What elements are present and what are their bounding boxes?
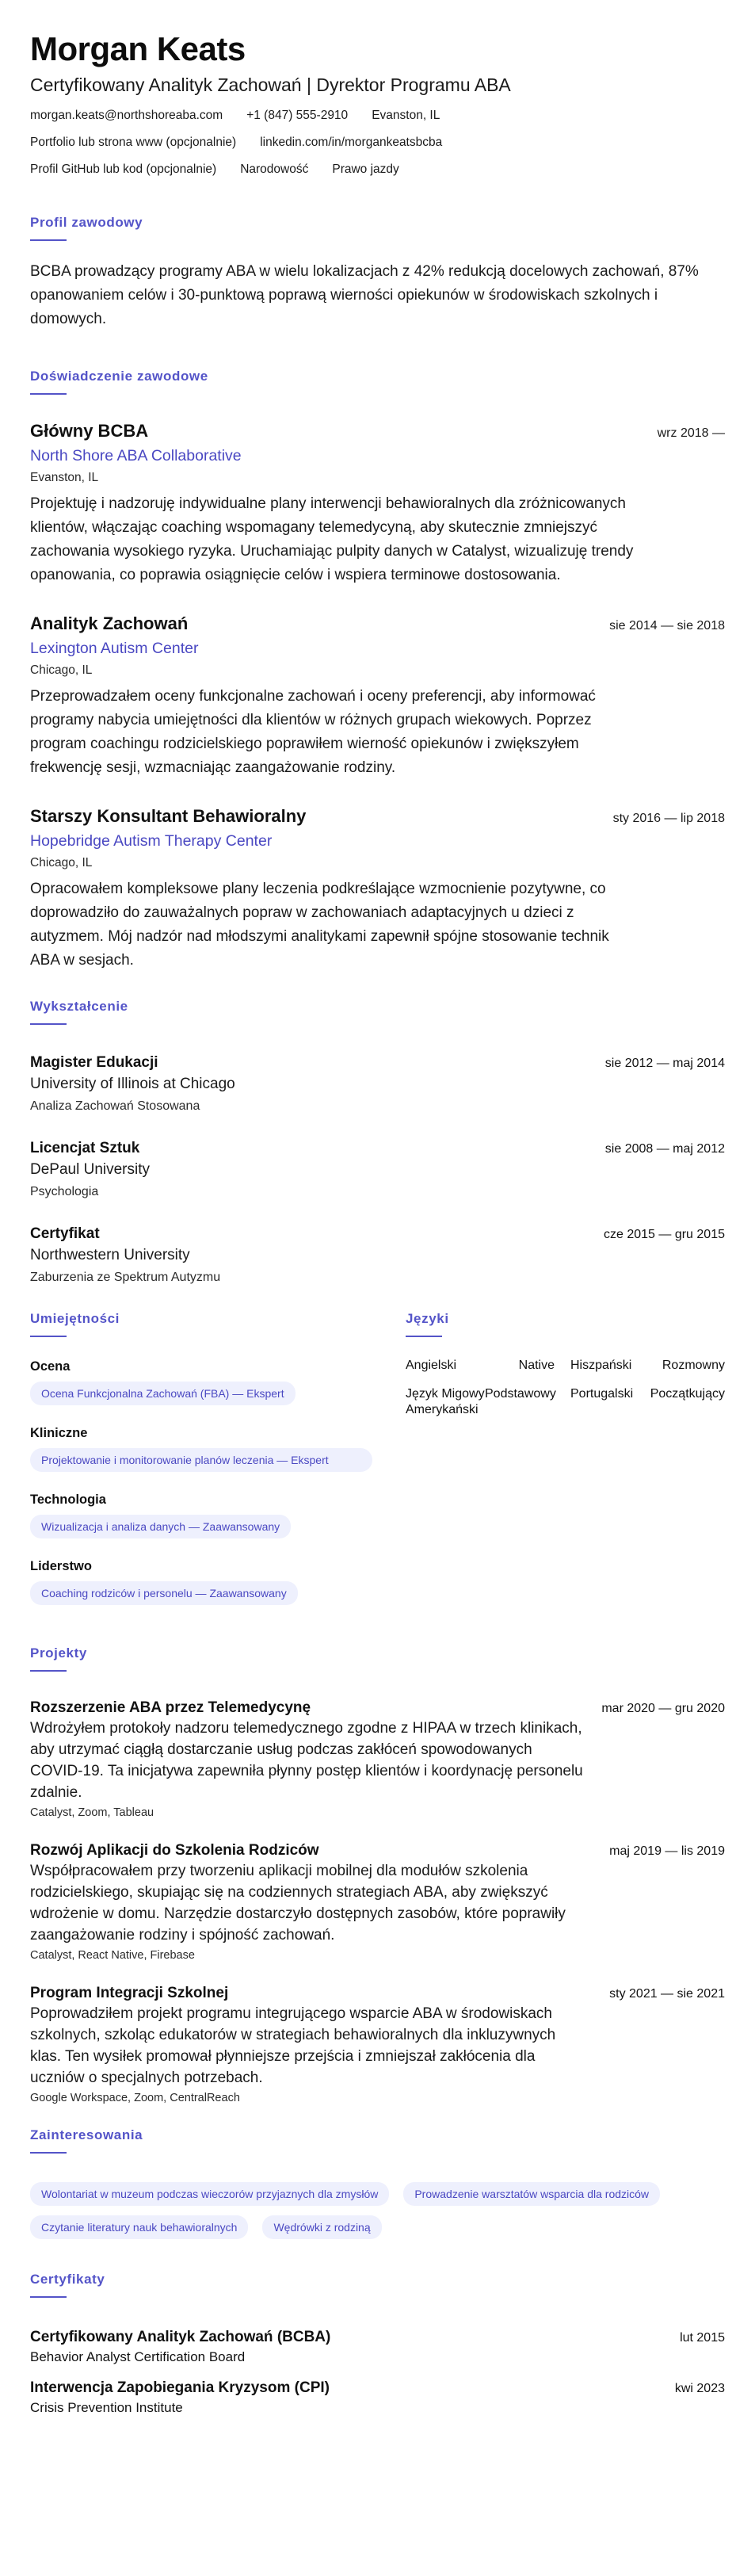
skill-category: Ocena: [30, 1359, 71, 1374]
job-description: Projektuję i nadzoruję indywidualne plany interwencji behawioralnych dla zróżnicowanych klientów, włączając coaching wspomagany telemedycyną, aby skutecznie zmniejszyć zachowania wysokiego ryzyka. Uruchamiając pulpity danych w Catalyst, wizualizuję trendy opanowania, co poprawia osiągnięcie celów i wspiera terminowe dostosowania.: [30, 495, 634, 583]
section-divider: [30, 2296, 67, 2298]
job-location: Chicago, IL: [30, 663, 93, 677]
section-divider: [30, 2152, 67, 2154]
job-title: Główny BCBA: [30, 421, 149, 441]
languages-section: [406, 1310, 725, 1624]
project-description: Poprowadziłem projekt programu integrującego wsparcie ABA w środowiskach szkolnych, szkoląc edukatorów w strategiach behawioralnych dla inkluzywnych klas. Ten wysiłek promował płynniejsze przejścia i zmniejszał zakłócenia dla uczniów o specjalnych potrzebach.: [30, 2005, 556, 2086]
project-item: [30, 1841, 725, 1963]
job-location: Evanston, IL: [30, 471, 99, 484]
job-description: Opracowałem kompleksowe plany leczenia podkreślające wzmocnienie pozytywne, co doprowadziło do zauważalnych popraw w zachowaniach adaptacyjnych u dzieci z autyzmem. Mój nadzór nad młodszymi analitykami zapewnił spójne stosowanie technik ABA w sesjach.: [30, 881, 609, 969]
contact-row-2: [30, 135, 725, 151]
job-location: Chicago, IL: [30, 856, 93, 869]
contact-location: Evanston, IL: [372, 109, 440, 122]
section-heading: Certyfikaty: [30, 2272, 105, 2287]
job-dates: sie 2014 — sie 2018: [609, 619, 725, 633]
section-divider: [406, 1336, 442, 1337]
experience-item: [30, 613, 725, 780]
profile-summary: BCBA prowadzący programy ABA w wielu lokalizacjach z 42% redukcją docelowych zachowań, 87% opanowaniem celów i 30-punktową poprawą wierności opiekunów w środowiskach szkolnych i domowych.: [30, 263, 699, 327]
project-dates: sty 2021 — sie 2021: [609, 1987, 725, 2001]
job-title: Analityk Zachowań: [30, 613, 189, 633]
job-description: Przeprowadzałem oceny funkcjonalne zachowań i oceny preferencji, aby informować programy nabycia umiejętności dla klientów w różnych grupach wiekowych. Poprzez program coachingu rodzicielskiego poprawiłem wierność opiekunów i zwiększyłem frekwencję sesji, wzmacniając zaangażowanie rodziny.: [30, 688, 596, 776]
contact-row-3: [30, 162, 725, 178]
experience-item: [30, 805, 725, 973]
field-of-study: Psychologia: [30, 1185, 99, 1198]
job-dates: sty 2016 — lip 2018: [612, 812, 725, 825]
skill-chip: Ocena Funkcjonalna Zachowań (FBA) — Ekspert: [30, 1382, 296, 1405]
project-description: Współpracowałem przy tworzeniu aplikacji mobilnej dla modułów szkolenia rodzicielskiego, skupiając się na codziennych strategiach ABA, aby zwiększyć wdrożenie w domu. Narzędzie dostarczyło dostępnych zasobów, które poprawiły zaangażowanie rodziny i spójność zachowań.: [30, 1863, 566, 1943]
project-item: [30, 1984, 725, 2106]
project-title: Rozszerzenie ABA przez Telemedycynę: [30, 1699, 311, 1716]
interests-section: [30, 2127, 725, 2239]
project-title: Program Integracji Szkolnej: [30, 1985, 229, 2001]
school-name: DePaul University: [30, 1161, 150, 1178]
resume-header: [30, 30, 725, 178]
section-heading: Wykształcenie: [30, 999, 128, 1014]
skill-groups: [30, 1358, 372, 1605]
field-of-study: Zaburzenia ze Spektrum Autyzmu: [30, 1271, 221, 1284]
language-name: Angielski: [406, 1359, 457, 1372]
skill-chip: Projektowanie i monitorowanie planów leczenia — Ekspert: [30, 1448, 372, 1472]
contact-linkedin[interactable]: linkedin.com/in/morgankeatsbcba: [260, 136, 443, 149]
skills-languages-row: [30, 1310, 725, 1624]
degree: Magister Edukacji: [30, 1054, 158, 1071]
project-description: Wdrożyłem protokoły nadzoru telemedycznego zgodne z HIPAA w trzech klinikach, aby utrzymać ciągłą dostarczanie usług podczas zakłóceń spowodowanych COVID-19. Ta inicjatywa zapewniła płynny postęp klientów i koordynację personelu zdalnie.: [30, 1720, 583, 1801]
certification-date: lut 2015: [680, 2331, 725, 2345]
interest-chip: Prowadzenie warsztatów wsparcia dla rodziców: [403, 2182, 660, 2206]
company-name: North Shore ABA Collaborative: [30, 447, 242, 464]
projects-list: [30, 1699, 725, 2106]
certifications-list: [30, 2328, 725, 2417]
certification-date: kwi 2023: [674, 2382, 725, 2395]
contact-github[interactable]: Profil GitHub lub kod (opcjonalnie): [30, 162, 217, 176]
education-list: [30, 1053, 725, 1286]
skill-category: Liderstwo: [30, 1559, 92, 1573]
section-divider: [30, 239, 67, 241]
job-title: Starszy Konsultant Behawioralny: [30, 806, 307, 826]
job-dates: wrz 2018 —: [657, 426, 725, 440]
contact-row-1: [30, 108, 725, 124]
project-title: Rozwój Aplikacji do Szkolenia Rodziców: [30, 1842, 319, 1859]
contact-license: Prawo jazdy: [332, 162, 399, 176]
education-dates: sie 2008 — maj 2012: [604, 1142, 725, 1156]
field-of-study: Analiza Zachowań Stosowana: [30, 1099, 200, 1113]
languages-list: [406, 1358, 725, 1418]
school-name: Northwestern University: [30, 1247, 190, 1263]
project-item: [30, 1699, 725, 1821]
contact-nationality: Narodowość: [240, 162, 309, 176]
candidate-title: Certyfikowany Analityk Zachowań | Dyrektor Programu ABA: [30, 75, 511, 95]
project-dates: mar 2020 — gru 2020: [601, 1702, 725, 1715]
education-section: [30, 998, 725, 1286]
section-heading: Umiejętności: [30, 1311, 120, 1326]
degree: Licencjat Sztuk: [30, 1140, 140, 1156]
education-dates: cze 2015 — gru 2015: [604, 1228, 725, 1241]
section-divider: [30, 1336, 67, 1337]
skill-chip: Coaching rodziców i personelu — Zaawansowany: [30, 1581, 298, 1605]
contact-email[interactable]: morgan.keats@northshoreaba.com: [30, 109, 223, 122]
project-tech: Google Workspace, Zoom, CentralReach: [30, 2092, 240, 2104]
project-tech: Catalyst, Zoom, Tableau: [30, 1806, 154, 1819]
experience-item: [30, 420, 725, 587]
section-heading: Zainteresowania: [30, 2127, 143, 2142]
language-level: Native: [518, 1359, 555, 1372]
company-name: Lexington Autism Center: [30, 640, 199, 657]
education-item: [30, 1225, 725, 1286]
section-divider: [30, 1023, 67, 1025]
interest-chip: Wolontariat w muzeum podczas wieczorów przyjaznych dla zmysłów: [30, 2182, 389, 2206]
project-tech: Catalyst, React Native, Firebase: [30, 1949, 195, 1962]
project-dates: maj 2019 — lis 2019: [609, 1844, 725, 1858]
section-heading: Języki: [406, 1311, 449, 1326]
profile-section: [30, 214, 725, 331]
school-name: University of Illinois at Chicago: [30, 1076, 235, 1092]
interest-chip: Wędrówki z rodziną: [262, 2215, 381, 2239]
language-level: Podstawowy: [485, 1387, 556, 1401]
skill-group: [30, 1358, 372, 1405]
section-heading: Doświadczenie zawodowe: [30, 369, 208, 384]
education-item: [30, 1053, 725, 1115]
experience-section: [30, 368, 725, 973]
skill-chip: Wizualizacja i analiza danych — Zaawansowany: [30, 1515, 291, 1538]
certification-org: Behavior Analyst Certification Board: [30, 2349, 246, 2364]
section-divider: [30, 393, 67, 395]
company-name: Hopebridge Autism Therapy Center: [30, 832, 273, 850]
certifications-section: [30, 2271, 725, 2417]
section-heading: Profil zawodowy: [30, 215, 143, 230]
degree: Certyfikat: [30, 1225, 100, 1242]
contact-phone[interactable]: +1 (847) 555-2910: [246, 109, 349, 122]
certification-item: [30, 2328, 725, 2366]
interests-list: [30, 2173, 719, 2239]
language-level: Początkujący: [650, 1387, 725, 1401]
certification-org: Crisis Prevention Institute: [30, 2400, 183, 2415]
language-name: Hiszpański: [570, 1359, 632, 1372]
language-name: Portugalski: [570, 1387, 634, 1401]
education-dates: sie 2012 — maj 2014: [604, 1057, 725, 1070]
experience-list: [30, 420, 725, 973]
projects-section: [30, 1645, 725, 2106]
certification-title: Certyfikowany Analityk Zachowań (BCBA): [30, 2329, 331, 2345]
interest-chip: Czytanie literatury nauk behawioralnych: [30, 2215, 248, 2239]
education-item: [30, 1139, 725, 1201]
skill-group: [30, 1424, 372, 1472]
skill-category: Kliniczne: [30, 1426, 88, 1440]
skills-section: [30, 1310, 372, 1624]
skill-group: [30, 1557, 372, 1605]
section-divider: [30, 1670, 67, 1672]
candidate-name: Morgan Keats: [30, 30, 246, 67]
contact-website[interactable]: Portfolio lub strona www (opcjonalnie): [30, 136, 237, 149]
certification-title: Interwencja Zapobiegania Kryzysom (CPI): [30, 2379, 330, 2396]
skill-category: Technologia: [30, 1492, 106, 1507]
language-level: Rozmowny: [662, 1359, 725, 1372]
certification-item: [30, 2379, 725, 2417]
language-name: Język Migowy Amerykański: [406, 1387, 485, 1416]
section-heading: Projekty: [30, 1645, 87, 1661]
skill-group: [30, 1491, 372, 1538]
